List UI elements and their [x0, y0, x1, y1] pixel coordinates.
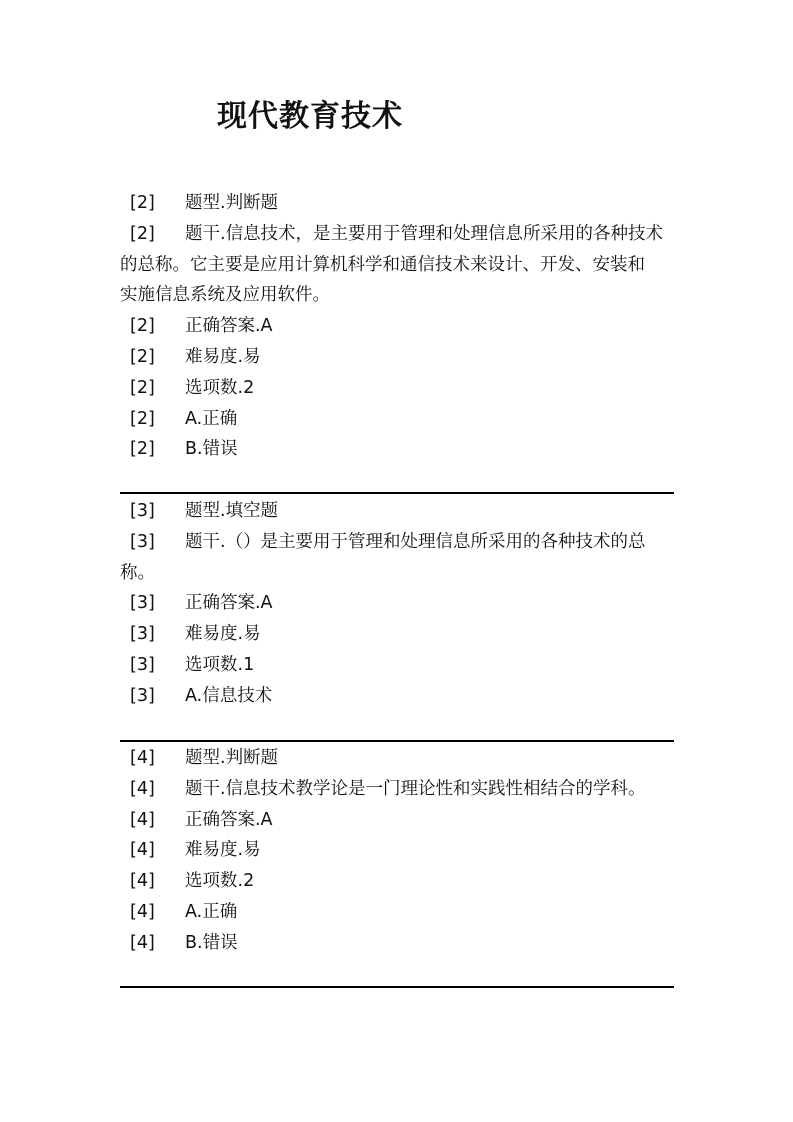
option-count: 选项数.2 [185, 871, 255, 892]
question-number: [4] [130, 871, 155, 892]
question-type: 题型.判断题 [185, 193, 279, 213]
question-number: [2] [130, 223, 155, 244]
question-number: [2] [130, 316, 155, 337]
question-stem: 题干.（）是主要用于管理和处理信息所采用的各种技术的总 [185, 531, 646, 552]
section-divider [120, 986, 674, 988]
question-number: [3] [130, 501, 155, 521]
question-type-line [120, 743, 674, 774]
question-type-line [120, 496, 674, 527]
answer-line [120, 805, 674, 836]
question-number: [4] [130, 932, 155, 953]
question-number: [3] [130, 685, 155, 706]
difficulty: 难易度.易 [185, 840, 261, 861]
answer-line [120, 588, 674, 619]
option-count-line [120, 866, 674, 897]
difficulty: 难易度.易 [185, 624, 261, 645]
question-number: [3] [130, 593, 155, 614]
option-a-line [120, 897, 674, 928]
question-number: [2] [130, 346, 155, 367]
page-title: 现代教育技术 [217, 99, 403, 134]
question-stem-line [120, 219, 674, 250]
correct-answer: 正确答案.A [185, 593, 273, 614]
question-number: [3] [130, 624, 155, 645]
difficulty: 难易度.易 [185, 346, 261, 367]
question-number: [3] [130, 531, 155, 552]
question-number: [2] [130, 193, 155, 213]
question-number: [4] [130, 809, 155, 830]
option-count-line [120, 650, 674, 681]
correct-answer: 正确答案.A [185, 809, 273, 830]
option-a: A.正确 [185, 408, 238, 429]
question-stem-continuation: 称。 [120, 562, 155, 583]
option-a: A.正确 [185, 901, 238, 922]
question-number: [2] [130, 408, 155, 429]
option-count-line [120, 373, 674, 404]
question-stem: 题干.信息技术教学论是一门理论性和实践性相结合的学科。 [185, 778, 646, 799]
question-number: [4] [130, 840, 155, 861]
difficulty-line [120, 619, 674, 650]
option-b: B.错误 [185, 439, 238, 460]
question-stem-continuation: 的总称。它主要是应用计算机科学和通信技术来设计、开发、安装和 [120, 254, 645, 275]
section-divider [120, 740, 674, 742]
option-b-line [120, 928, 674, 959]
question-number: [2] [130, 439, 155, 460]
option-a-line [120, 681, 674, 712]
question-type: 题型.判断题 [185, 748, 279, 768]
option-b-line [120, 434, 674, 465]
section-divider [120, 492, 674, 494]
question-block [120, 743, 674, 959]
question-stem: 题干.信息技术，是主要用于管理和处理信息所采用的各种技术 [185, 223, 664, 244]
answer-line [120, 311, 674, 342]
question-stem-line [120, 527, 674, 558]
option-b: B.错误 [185, 932, 238, 953]
question-type: 题型.填空题 [185, 501, 279, 521]
question-block [120, 496, 674, 712]
correct-answer: 正确答案.A [185, 316, 273, 337]
question-number: [3] [130, 654, 155, 675]
option-a: A.信息技术 [185, 685, 273, 706]
question-number: [4] [130, 901, 155, 922]
difficulty-line [120, 342, 674, 373]
question-stem-line [120, 774, 674, 805]
option-count: 选项数.1 [185, 654, 255, 675]
question-type-line [120, 188, 674, 219]
option-count: 选项数.2 [185, 377, 255, 398]
question-number: [2] [130, 377, 155, 398]
question-number: [4] [130, 778, 155, 799]
option-a-line [120, 404, 674, 435]
question-number: [4] [130, 748, 155, 768]
difficulty-line [120, 835, 674, 866]
question-block [120, 188, 674, 465]
question-stem-continuation: 实施信息系统及应用软件。 [120, 285, 330, 306]
